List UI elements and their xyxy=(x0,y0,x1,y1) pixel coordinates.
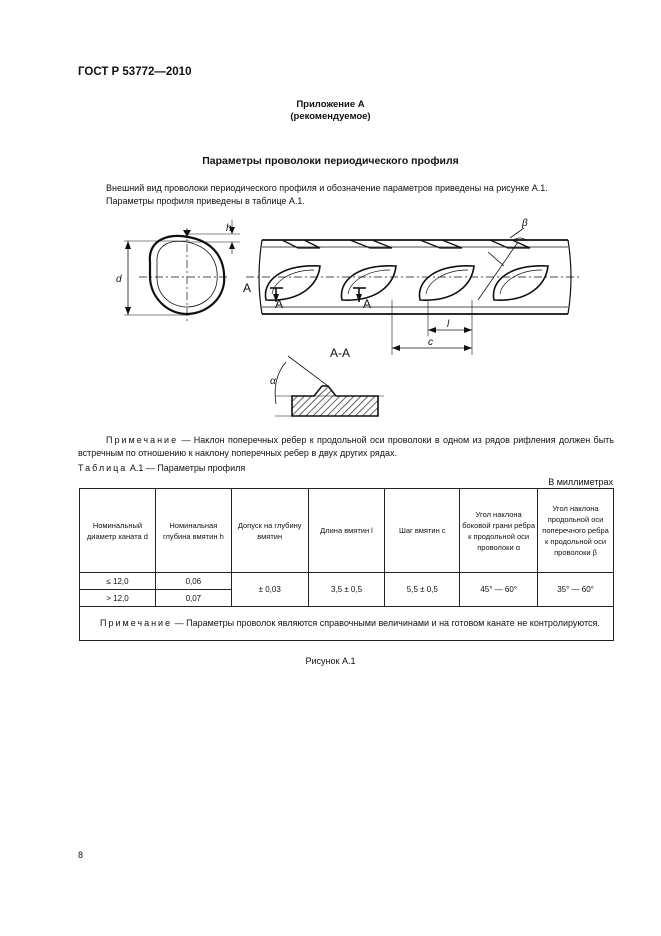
column-header: Допуск на глубину вмятин xyxy=(231,489,308,573)
label-alpha: α xyxy=(270,376,276,387)
label-d: d xyxy=(116,274,122,285)
cell-pitch: 5,5 ± 0,5 xyxy=(385,573,460,607)
footnote-label: Примечание xyxy=(100,618,173,628)
label-beta: β xyxy=(522,218,528,229)
intro-line: Параметры профиля приведены в таблице А.1. xyxy=(106,196,305,206)
label-c: c xyxy=(428,337,433,348)
figure-caption: Рисунок А.1 xyxy=(305,656,356,666)
dent xyxy=(493,266,548,300)
table-row xyxy=(80,573,614,590)
table-units: В миллиметрах xyxy=(548,477,613,487)
table-caption xyxy=(78,463,245,473)
profile-parameters-table xyxy=(79,488,614,641)
label-A-left: A xyxy=(243,281,252,295)
label-A-cut: A xyxy=(363,297,372,311)
column-header: Номинальная глубина вмятин h xyxy=(155,489,231,573)
column-header: Длина вмятин l xyxy=(308,489,385,573)
cell-beta: 35° — 60° xyxy=(538,573,614,607)
label-A-cut: A xyxy=(275,297,284,311)
footnote-text: — Параметры проволок являются справочными величинами и на готовом канате не контролируются. xyxy=(174,618,600,628)
dent xyxy=(341,266,396,300)
table-caption-text: А.1 — Параметры профиля xyxy=(129,463,246,473)
table-footnote-row xyxy=(80,607,614,641)
note-text xyxy=(78,434,614,460)
table-header-row xyxy=(80,489,614,573)
intro-line: Внешний вид проволоки периодического профиля и обозначение параметров приведены на рисунке А.1. xyxy=(106,183,548,193)
document-code: ГОСТ Р 53772—2010 xyxy=(78,66,192,78)
note-label: Примечание xyxy=(106,435,179,445)
label-l: l xyxy=(447,319,450,330)
cell-diameter: > 12,0 xyxy=(80,590,156,607)
dent xyxy=(419,266,474,300)
table-footnote xyxy=(80,607,614,641)
column-header: Угол наклона продольной оси поперечного ребра к продольной оси проволоки β xyxy=(538,489,614,573)
cell-depth: 0,07 xyxy=(155,590,231,607)
label-h: h xyxy=(226,223,232,234)
page-number: 8 xyxy=(78,850,84,860)
table-caption-label: Таблица xyxy=(78,463,128,473)
note-body: — Наклон поперечных ребер к продольной оси проволоки в одном из рядов рифления должен быть встречным по отношению к наклону поперечных ребер в двух других рядах. xyxy=(78,435,614,458)
cell-diameter: ≤ 12,0 xyxy=(80,573,156,590)
cell-length: 3,5 ± 0,5 xyxy=(308,573,385,607)
cell-tolerance: ± 0,03 xyxy=(231,573,308,607)
cell-depth: 0,06 xyxy=(155,573,231,590)
column-header: Номинальный диаметр каната d xyxy=(80,489,156,573)
column-header: Угол наклона боковой грани ребра к продольной оси проволоки α xyxy=(460,489,538,573)
cell-alpha: 45° — 60° xyxy=(460,573,538,607)
section-title: Параметры проволоки периодического профиля xyxy=(202,155,459,167)
wire-profile-figure xyxy=(0,0,661,430)
appendix-title: Приложение А xyxy=(296,99,365,110)
appendix-subtitle: (рекомендуемое) xyxy=(290,111,371,122)
label-section-AA: А-А xyxy=(330,346,351,360)
section-AA xyxy=(292,386,378,416)
column-header: Шаг вмятин c xyxy=(385,489,460,573)
